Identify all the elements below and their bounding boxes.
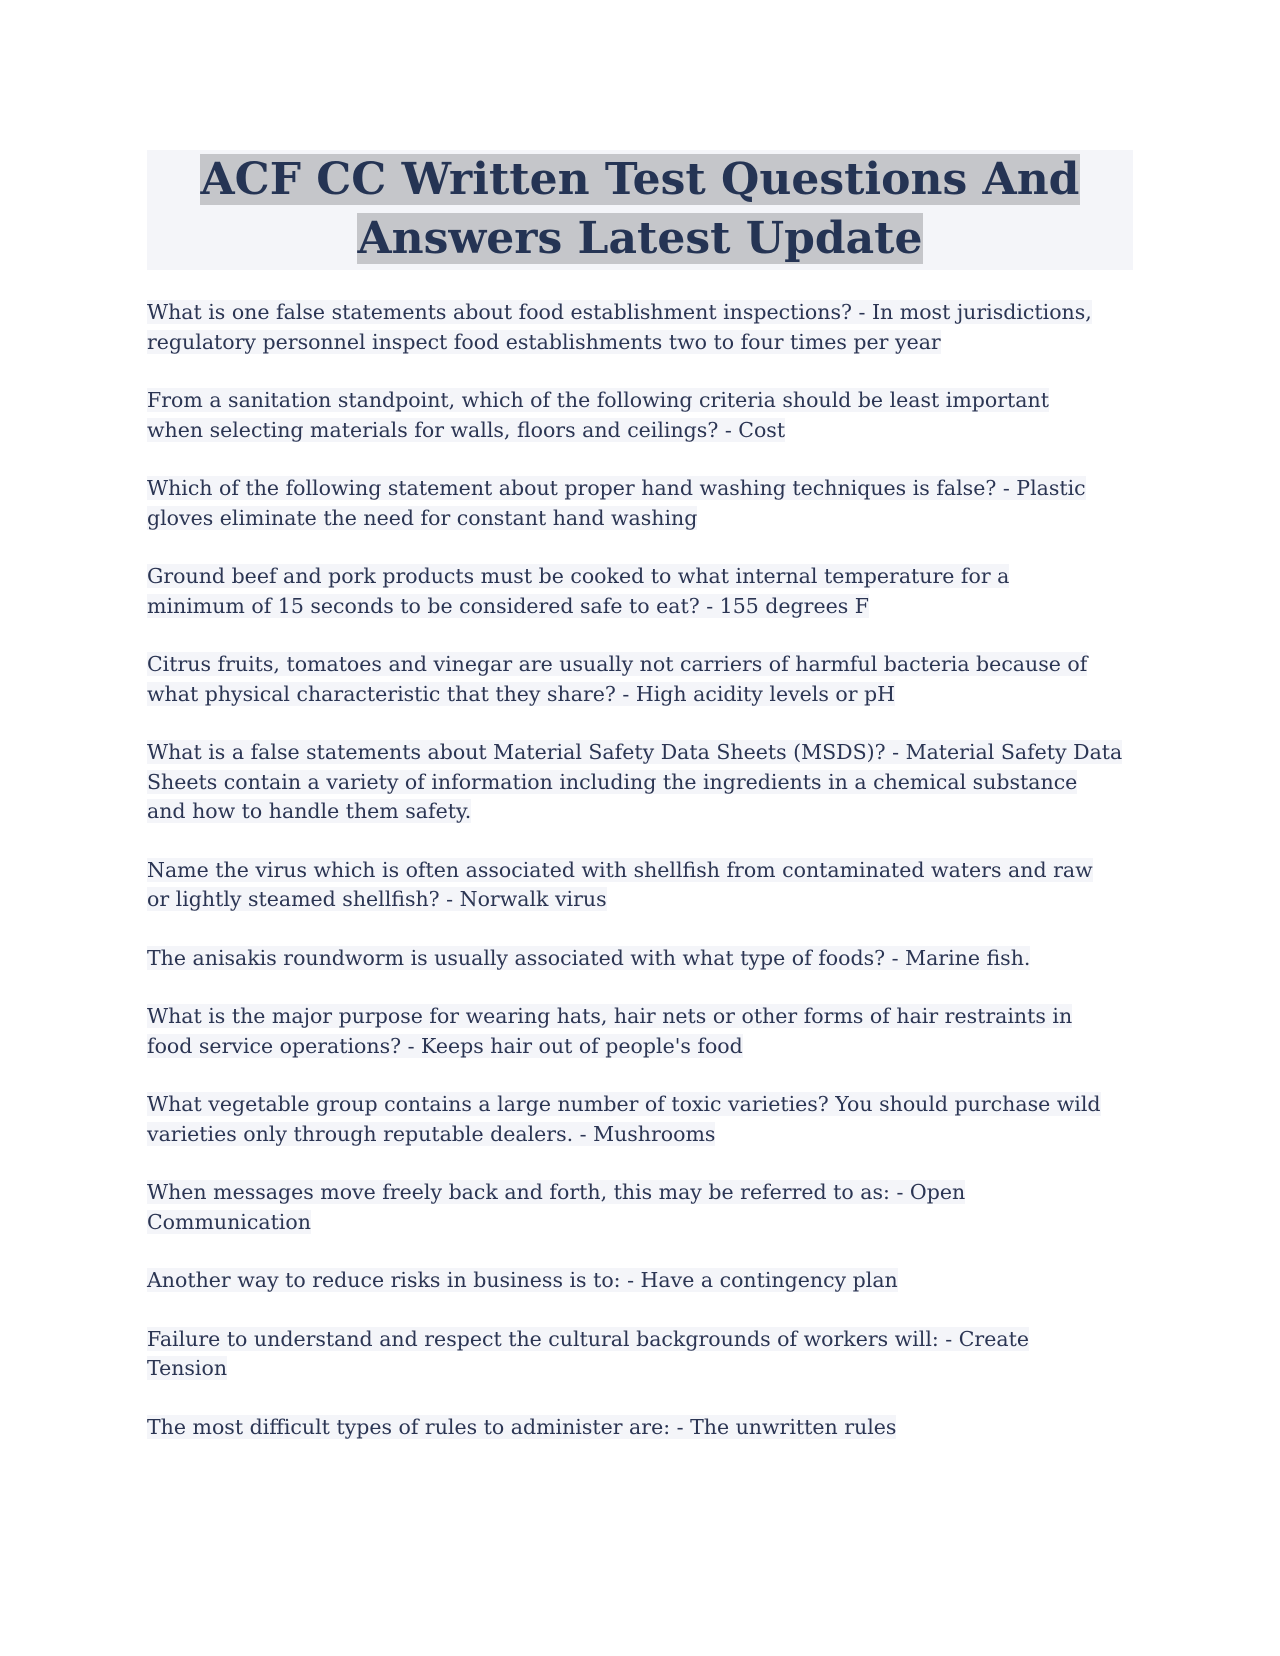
qa-line: and how to handle them safety.: [147, 799, 472, 823]
qa-item: [147, 386, 1133, 445]
qa-line: Sheets contain a variety of information including the ingredients in a chemical substance: [147, 769, 1078, 794]
qa-line: What vegetable group contains a large number of toxic varieties? You should purchase wild: [147, 1092, 1101, 1116]
qa-line: The most difficult types of rules to administer are: - The unwritten rules: [147, 1414, 897, 1439]
qa-line: Failure to understand and respect the cultural backgrounds of workers will: - Create: [147, 1326, 1029, 1351]
qa-item: [147, 1002, 1133, 1061]
qa-list: [147, 298, 1133, 1442]
qa-item: [147, 944, 1133, 974]
qa-line: From a sanitation standpoint, which of the following criteria should be least important: [147, 388, 1049, 412]
title-block: [147, 150, 1133, 270]
qa-line: Ground beef and pork products must be cooked to what internal temperature for a: [147, 564, 1010, 588]
qa-line: What is one false statements about food establishment inspections? - In most jurisdictions,: [147, 300, 1092, 324]
title-line: ACF CC Written Test Questions And: [200, 154, 1080, 205]
qa-item: [147, 738, 1133, 827]
qa-item: [147, 856, 1133, 915]
qa-line: gloves eliminate the need for constant hand washing: [147, 505, 698, 530]
document-title: [147, 150, 1133, 268]
qa-line: minimum of 15 seconds to be considered safe to eat? - 155 degrees F: [147, 593, 869, 618]
qa-line: regulatory personnel inspect food establishments two to four times per year: [147, 329, 941, 354]
qa-line: What is a false statements about Material Safety Data Sheets (MSDS)? - Material Safety Data: [147, 740, 1123, 764]
qa-item: [147, 1325, 1133, 1384]
qa-line: What is the major purpose for wearing hats, hair nets or other forms of hair restraints in: [147, 1004, 1073, 1028]
qa-line: when selecting materials for walls, floors and ceilings? - Cost: [147, 417, 786, 442]
qa-item: [147, 474, 1133, 533]
document-page: [147, 150, 1133, 1471]
qa-line: When messages move freely back and forth, this may be referred to as: - Open: [147, 1180, 966, 1204]
qa-item: [147, 1178, 1133, 1237]
title-line: Answers Latest Update: [357, 213, 923, 264]
qa-line: what physical characteristic that they share? - High acidity levels or pH: [147, 681, 896, 706]
qa-line: Another way to reduce risks in business is to: - Have a contingency plan: [147, 1268, 898, 1292]
qa-line: Name the virus which is often associated with shellfish from contaminated waters and raw: [147, 857, 1093, 882]
qa-item: [147, 562, 1133, 621]
qa-line: Tension: [147, 1356, 228, 1380]
qa-line: Citrus fruits, tomatoes and vinegar are usually not carriers of harmful bacteria because of: [147, 652, 1088, 676]
qa-item: [147, 1413, 1133, 1443]
qa-line: The anisakis roundworm is usually associated with what type of foods? - Marine fish.: [147, 945, 1031, 970]
qa-item: [147, 1266, 1133, 1296]
qa-line: or lightly steamed shellfish? - Norwalk virus: [147, 887, 607, 911]
qa-item: [147, 1090, 1133, 1149]
qa-line: Communication: [147, 1209, 311, 1234]
qa-line: varieties only through reputable dealers. - Mushrooms: [147, 1121, 716, 1146]
qa-item: [147, 298, 1133, 357]
qa-line: Which of the following statement about proper hand washing techniques is false? - Plastic: [147, 476, 1086, 500]
qa-line: food service operations? - Keeps hair out of people's food: [147, 1033, 743, 1058]
qa-item: [147, 650, 1133, 709]
